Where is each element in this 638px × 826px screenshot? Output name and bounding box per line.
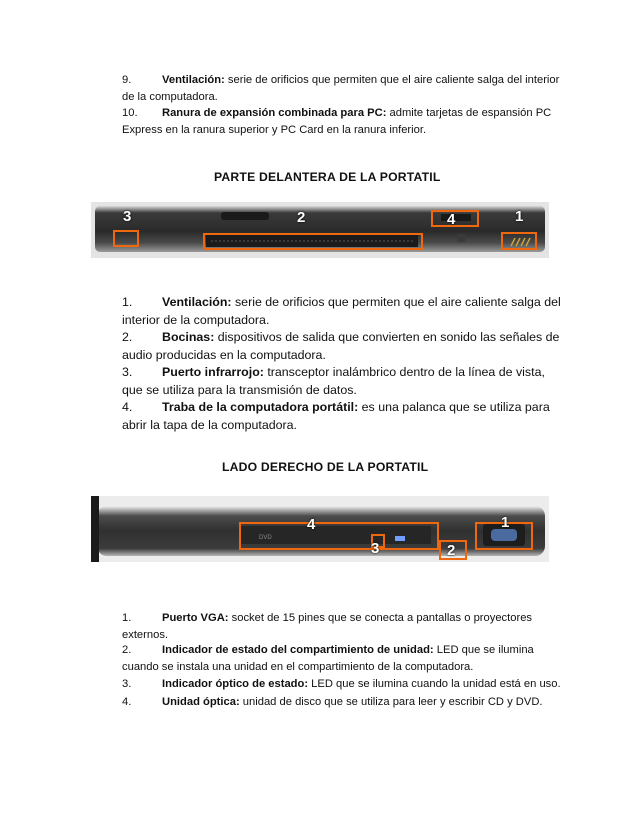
item-term: Traba de la computadora portátil:	[162, 400, 359, 414]
item-number: 4.	[122, 400, 133, 414]
item-description: LED que se ilumina cuando la unidad está en uso.	[308, 678, 561, 690]
callout-box-2	[203, 233, 423, 250]
front-item-1	[122, 294, 562, 329]
callout-box-1	[501, 232, 537, 250]
callout-label-3: 3	[371, 540, 380, 557]
item-description: dispositivos de salida que convierten en sonido las señales de audio producidas en la computadora.	[122, 330, 560, 362]
item-number: 4.	[122, 696, 132, 708]
callout-label-1: 1	[501, 514, 510, 531]
callout-label-4: 4	[447, 211, 456, 228]
item-number: 2.	[122, 330, 133, 344]
item-description: socket de 15 pines que se conecta a pantallas o proyectores externos.	[122, 612, 533, 641]
item-description: admite tarjetas de espansión PC Express en la ranura superior y PC Card en la ranura inferior.	[122, 107, 552, 136]
item-term: Indicador óptico de estado:	[162, 678, 309, 690]
right-item-1	[122, 610, 562, 643]
item-description: LED que se ilumina cuando se instala una unidad en el compartimiento de la computadora.	[122, 644, 534, 673]
top-item-10	[122, 105, 562, 138]
item-number: 3.	[122, 365, 133, 379]
item-description: transceptor inalámbrico dentro de la línea de vista, que se utiliza para la transmisión de datos.	[122, 365, 545, 397]
callout-label-2: 2	[447, 542, 456, 559]
item-term: Ranura de expansión combinada para PC:	[162, 107, 387, 119]
item-description: es una palanca que se utiliza para abrir la tapa de la computadora.	[122, 400, 550, 432]
callout-label-4: 4	[307, 516, 316, 533]
right-item-4	[122, 694, 562, 711]
item-number: 9.	[122, 74, 132, 86]
right-side-section-heading: LADO DERECHO DE LA PORTATIL	[222, 460, 429, 474]
item-number: 10.	[122, 107, 138, 119]
item-description: serie de orificios que permiten que el aire caliente salga del interior de la computadora.	[122, 295, 561, 327]
callout-label-3: 3	[123, 208, 132, 225]
front-section-heading: PARTE DELANTERA DE LA PORTATIL	[214, 170, 441, 184]
svg-text:DVD: DVD	[259, 535, 272, 541]
item-description: serie de orificios que permiten que el aire caliente salga del interior de la computadora.	[122, 74, 560, 103]
laptop-right-side-photo	[91, 496, 549, 562]
item-term: Ventilación:	[162, 295, 232, 309]
item-term: Bocinas:	[162, 330, 215, 344]
callout-label-1: 1	[515, 208, 524, 225]
item-term: Puerto infrarrojo:	[162, 365, 264, 379]
laptop-front-photo	[91, 202, 549, 258]
item-number: 3.	[122, 678, 132, 690]
front-item-4	[122, 399, 562, 434]
callout-label-2: 2	[297, 209, 306, 226]
callout-box-3	[113, 230, 139, 247]
item-description: unidad de disco que se utiliza para leer y escribir CD y DVD.	[239, 696, 543, 708]
item-number: 2.	[122, 644, 132, 656]
item-number: 1.	[122, 295, 133, 309]
front-item-3	[122, 364, 562, 399]
right-item-3	[122, 676, 562, 693]
item-term: Ventilación:	[162, 74, 225, 86]
callout-box-4	[239, 522, 439, 550]
item-term: Unidad óptica:	[162, 696, 240, 708]
right-item-2	[122, 642, 562, 675]
item-number: 1.	[122, 612, 132, 624]
top-item-9	[122, 72, 562, 105]
item-term: Puerto VGA:	[162, 612, 229, 624]
item-term: Indicador de estado del compartimiento de unidad:	[162, 644, 434, 656]
front-item-2	[122, 329, 562, 364]
